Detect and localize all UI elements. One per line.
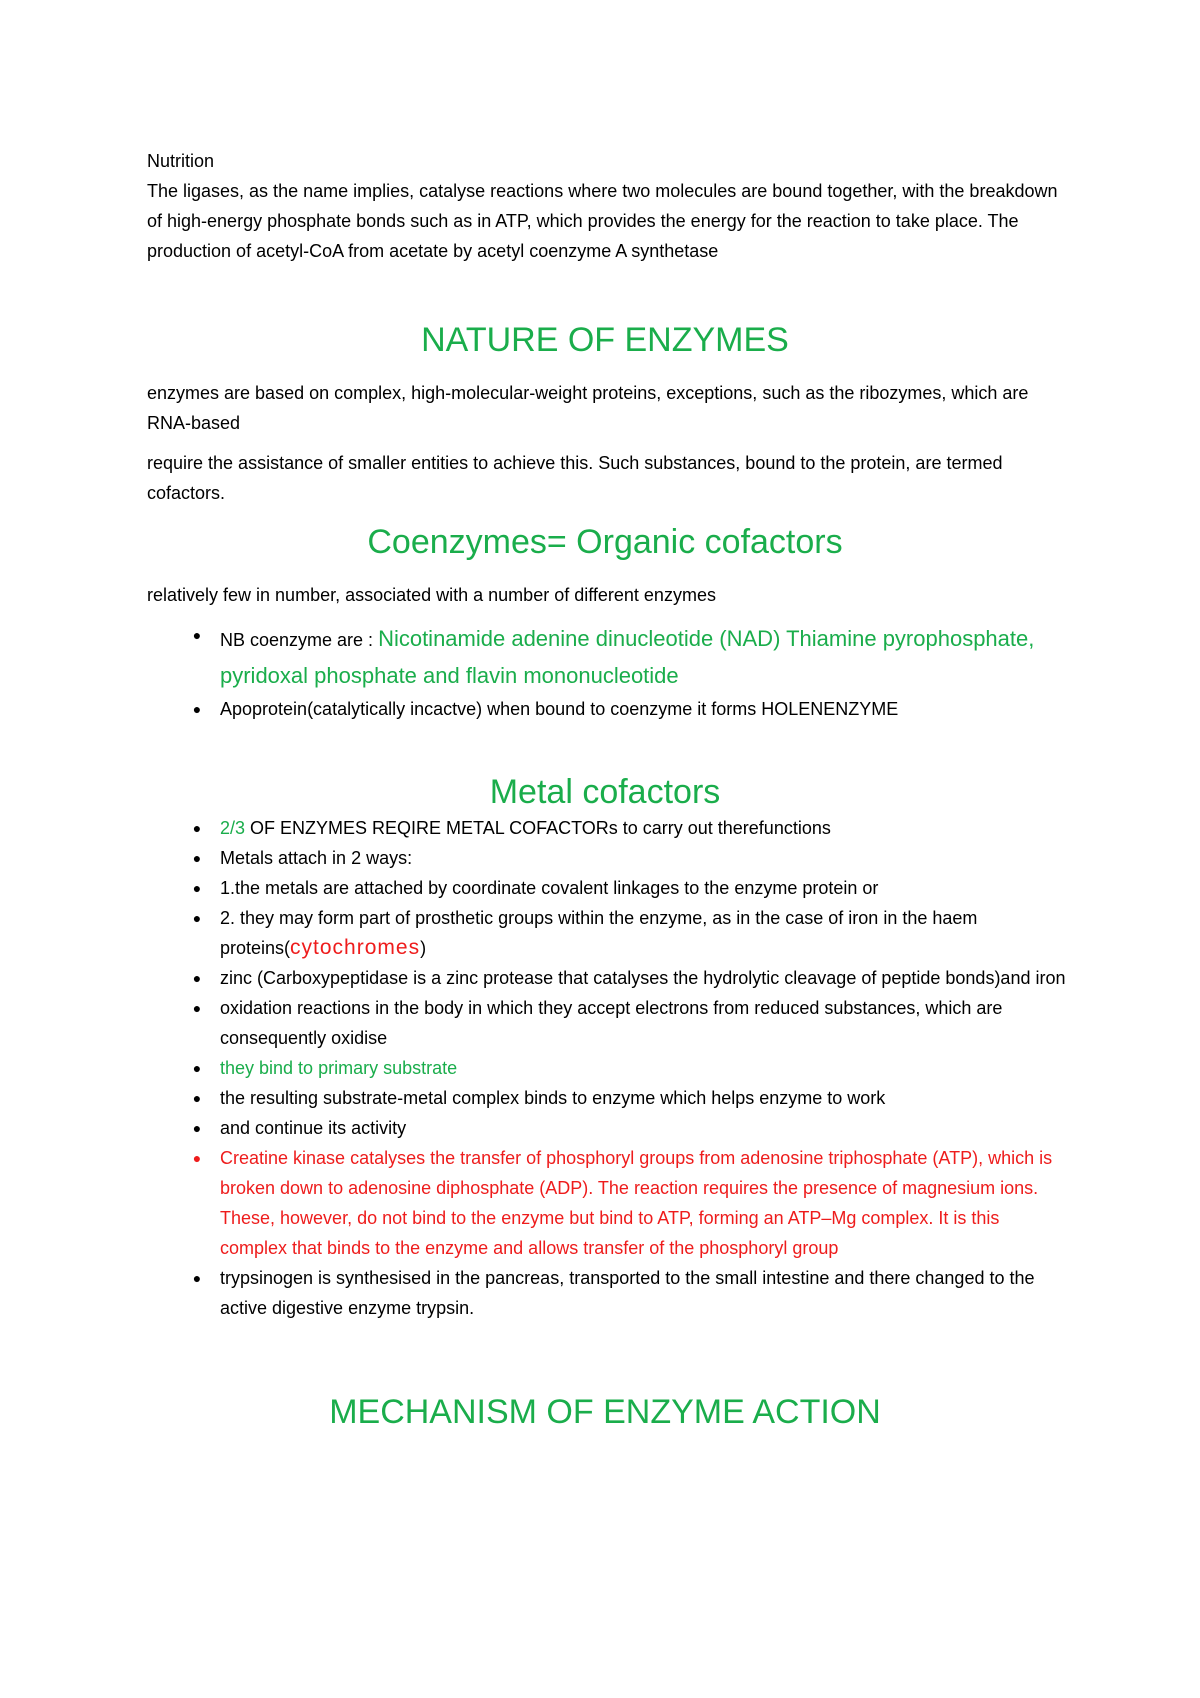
list-item-text: Metals attach in 2 ways: — [220, 848, 413, 868]
bullet-icon: ● — [192, 910, 202, 926]
list-item — [147, 1263, 1067, 1323]
coenzyme-lead: NB coenzyme are : — [220, 630, 379, 650]
bullet-icon: ● — [192, 880, 202, 896]
apoprotein-text: Apoprotein(catalytically incactve) when bound to coenzyme it forms HOLENENZYME — [220, 699, 899, 719]
list-item-text: Creatine kinase catalyses the transfer of phosphoryl groups from adenosine triphosphate (ATP), which is broken down to adenosine diphosphate (ADP). The reaction requires the presence of magnesium ions. These, however, do not bind to the enzyme but bind to ATP, forming an ATP–Mg complex. It is this complex that binds to the enzyme and allows transfer of the phosphoryl group — [220, 1148, 1053, 1258]
intro-paragraph: The ligases, as the name implies, catalyse reactions where two molecules are bound together, with the breakdown of high-energy phosphate bonds such as in ATP, which provides the energy for the reaction to take place. The production of acetyl-CoA from acetate by acetyl coenzyme A synthetase — [147, 181, 1058, 261]
coenzymes-paragraph: relatively few in number, associated with a number of different enzymes — [147, 585, 716, 605]
list-item-text: zinc (Carboxypeptidase is a zinc protease that catalyses the hydrolytic cleavage of peptide bonds)and iron — [220, 968, 1066, 988]
list-item — [147, 873, 1067, 903]
bullet-icon: ● — [192, 1270, 202, 1286]
list-item-text: the resulting substrate-metal complex binds to enzyme which helps enzyme to work — [220, 1088, 886, 1108]
closing-paren: ) — [420, 938, 427, 958]
list-item-text: 1.the metals are attached by coordinate covalent linkages to the enzyme protein or — [220, 878, 879, 898]
nature-paragraph-1: enzymes are based on complex, high-molecular-weight proteins, exceptions, such as the ribozymes, which are RNA-based — [147, 383, 1029, 433]
list-item — [147, 620, 1067, 694]
doc-label: Nutrition — [147, 151, 215, 171]
heading-metal-cofactors: Metal cofactors — [489, 773, 721, 811]
list-item-text: 2. they may form part of prosthetic groups within the enzyme, as in the case of iron in the haem proteins( — [220, 908, 978, 958]
bullet-icon: ● — [192, 820, 202, 836]
list-item — [147, 963, 1067, 993]
heading-nature-of-enzymes: NATURE OF ENZYMES — [421, 321, 789, 359]
bullet-icon: ● — [192, 701, 202, 717]
bullet-icon: ● — [192, 850, 202, 866]
list-item — [147, 1083, 1067, 1113]
list-item — [147, 843, 1067, 873]
list-item — [147, 813, 1067, 843]
heading-coenzymes: Coenzymes= Organic cofactors — [367, 523, 843, 561]
list-item-text: they bind to primary substrate — [220, 1058, 458, 1078]
metal-requirement-text: OF ENZYMES REQIRE METAL COFACTORs to carry out therefunctions — [245, 818, 831, 838]
coenzymes-list — [147, 620, 1067, 724]
list-item — [147, 694, 1067, 724]
bullet-icon: ● — [192, 1150, 202, 1166]
list-item — [147, 1143, 1067, 1263]
list-item-text: trypsinogen is synthesised in the pancreas, transported to the small intestine and there changed to the active digestive enzyme trypsin. — [220, 1268, 1035, 1318]
bullet-icon: ● — [192, 1060, 202, 1076]
list-item — [147, 1053, 1067, 1083]
list-item-text: oxidation reactions in the body in which they accept electrons from reduced substances, which are consequently oxidise — [220, 998, 1003, 1048]
list-item — [147, 993, 1067, 1053]
list-item — [147, 903, 1067, 963]
fraction-text: 2/3 — [220, 818, 246, 838]
cytochromes-text: cytochromes — [290, 936, 421, 959]
list-item-text: and continue its activity — [220, 1118, 407, 1138]
nature-paragraph-2: require the assistance of smaller entities to achieve this. Such substances, bound to the protein, are termed cofactors. — [147, 453, 1003, 503]
bullet-icon: ● — [192, 1120, 202, 1136]
coenzyme-examples: Nicotinamide adenine dinucleotide (NAD) Thiamine pyrophosphate, pyridoxal phosphate and flavin mononucleotide — [220, 626, 1035, 688]
bullet-icon: ● — [192, 970, 202, 986]
list-item — [147, 1113, 1067, 1143]
bullet-icon: ● — [192, 627, 202, 643]
bullet-icon: ● — [192, 1090, 202, 1106]
bullet-icon: ● — [192, 1000, 202, 1016]
metal-cofactors-list — [147, 813, 1067, 1323]
heading-mechanism-of-enzyme-action: MECHANISM OF ENZYME ACTION — [329, 1393, 881, 1431]
